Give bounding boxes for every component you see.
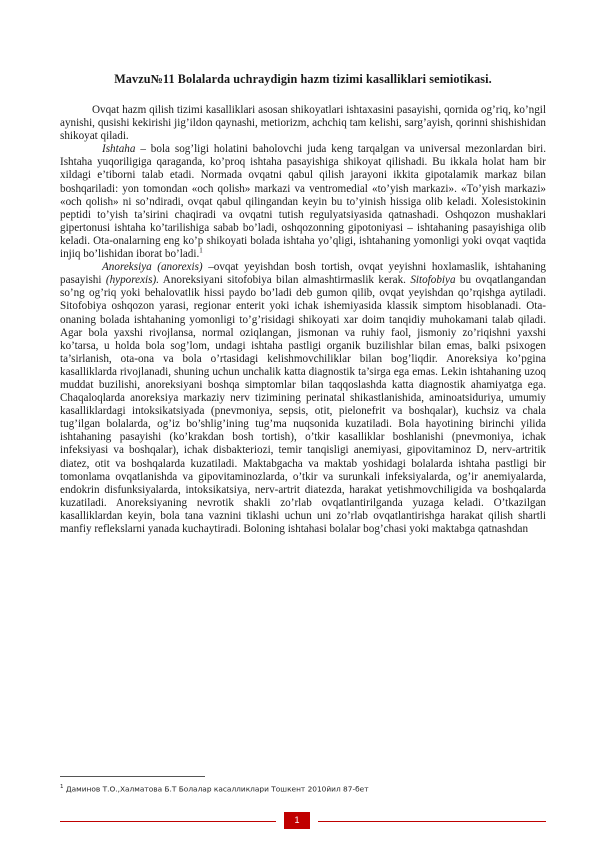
paragraph-anorexia-text-b: Anoreksiyani sitofobiya bilan almashtirmaslik kerak.	[158, 274, 411, 287]
footer-rule-left	[60, 821, 276, 822]
footnote-divider	[60, 776, 205, 777]
footnote-reference[interactable]: 1	[199, 246, 203, 255]
term-hyporexis: (hyporexis).	[105, 274, 159, 287]
term-anoreksiya: Anoreksiya (anorexis)	[102, 261, 203, 274]
term-ishtaha: Ishtaha	[102, 143, 136, 156]
footnote	[60, 784, 546, 793]
footnote-marker: 1	[60, 784, 64, 790]
page-number-badge: 1	[284, 812, 310, 829]
footer-rule-right	[318, 821, 546, 822]
paragraph-intro: Ovqat hazm qilish tizimi kasalliklari asosan shikoyatlari ishtaxasini pasayishi, qornida og’riq, ko’ngil aynishi, qusishi kekirishi jig’ildon qaynashi, metiorizm, achchiq tam kelishi, sarg’ayish, qorinni shishishidan shikoyat qiladi.	[60, 104, 546, 143]
document-body	[60, 104, 546, 536]
footnote-text: Даминов Т.О.,Халматова Б.Т Болалар касалликлари Тошкент 2010йил 87-бет	[63, 784, 369, 794]
paragraph-appetite-text: – bola sog’ligi holatini baholovchi juda keng tarqalgan va universal mezonlardan biri. Ishtaha yuqoriligiga qaraganda, ko’proq ishtaha pasayishiga shikoyat qilishadi. Bu ikkala holat ham bir xildagi e’tiborni talab etadi. Normada ovqatni qabul qilish jarayoni ikkita gipotalamik markaz bilan boshqariladi: yon tomondan «och qolish» markazi va ventromedial «to’yish markazi». «To’yish markazi» «och qolish» ni so’ndiradi, ovqat qabul qilingandan keyin bu to’yinish hissiga olib keladi. Xolesistokinin peptidi to’yish ta’sirini chaqiradi va ovqatni tutish regulyatsiyasida qatnashadi. Oshqozon mushaklari gipertonusi ishtaha ko’tarilishiga sabab bo’ladi, oshqozonning gipotoniyasi – ishtahaning pasayishiga olib keladi. Ota-onalarning eng ko’p shikoyati bolada ishtaha yo’qligi, ishtahaning yomonligi yoki ovqat vaqtida injiq bo’lishidan iborat bo’ladi.	[60, 143, 546, 261]
paragraph-appetite	[60, 143, 546, 261]
term-sitofobiya: Sitofobiya	[410, 274, 456, 287]
paragraph-anorexia-text-a: –ovqat yeyishdan bosh tortish, ovqat yeyishni hoxlamaslik, ishtahaning pasayishi	[60, 261, 546, 287]
paragraph-anorexia-text-c: bu ovqatlangandan so’ng og’riq yoki behalovatlik hissi paydo bo’ladi deb gumon qilib, ovqat yeyishdan qo’rqishga aytiladi. Sitofobiya oshqozon yarasi, regionar enterit yoki ichak ishemiyasida klassik simptom hisoblanadi. Ota-onaning bolada ishtahaning yomonligi to’g’risidagi shikoyati xar doim tanqidiy muhokamani talab qiladi. Agar bola yaxshi rivojlansa, normal oziqlangan, jismonan va ruhiy faol, jismoniy zo’riqishni yaxshi ko’tarsa, u holda bola sog’lom, undagi ishtaha pastligi organik buzilishlar bilan emas, balki psixogen ta’sirlanish, ota-ona va bola o’rtasidagi kelishmovchiliklar bilan bog’liqdir. Anoreksiya ko’pgina kasalliklarda rivojlanadi, shuning uchun unchalik katta diagnostik ta’sirga ega emas. Lekin ishtahaning uzoq muddat buzilishi, anoreksiyani boshqa simptomlar bilan taqqoslashda katta diagnostik ahamiyatga ega. Chaqaloqlarda anoreksiya markaziy nerv tizimining perinatal shikastlanishida, aminoatsiduriya, umumiy kasalliklardagi intoksikatsiyada (pnevmoniya, sepsis, otit, pielonefrit va boshqalar), kuchsiz va chala tug’ilgan bolalarda, og’iz bo’shlig’ining tug’ma nuqsonida kuzatiladi. Bola hayotining birinchi yilida ishtahaning pasayishi (ko’krakdan bosh tortish), o’tkir kasalliklar boshlanishi (pnevmoniya, ichak infeksiyasi va boshqalar), ichak disbakteriozi, temir tanqisligi anemiyasi, gipovitaminoz D, nerv-artritik diatez, otit va boshqalarda kuzatiladi. Maktabgacha va maktab yoshidagi bolalarda ishtaha pastligi bir tomonlama ovqatlanishda va gipovitaminozlarda, o’tkir va surunkali infeksiyalarda, og’ir anemiyalarda, endokrin disfunksiyalarda, intoksikatsiya, nerv-artrit diatezda, harakat yetishmovchiligida va boshqalarda kuzatiladi. Anoreksiyaning nevrotik shakli zo’rlab ovqatlantirilganda yuzaga keladi. O’tkazilgan kasalliklardan keyin, bola tana vaznini tiklashi uchun uni zo’rlab ovqatlantirishga harakat qilish shartli manfiy reflekslarni yanada kuchaytiradi. Boloning ishtahasi bolalar bog’chasi yoki maktabga qatnashdan	[60, 274, 547, 535]
paragraph-anorexia	[60, 261, 546, 536]
document-title: Mavzu№11 Bolalarda uchraydigin hazm tizimi kasalliklari semiotikasi.	[114, 72, 492, 86]
